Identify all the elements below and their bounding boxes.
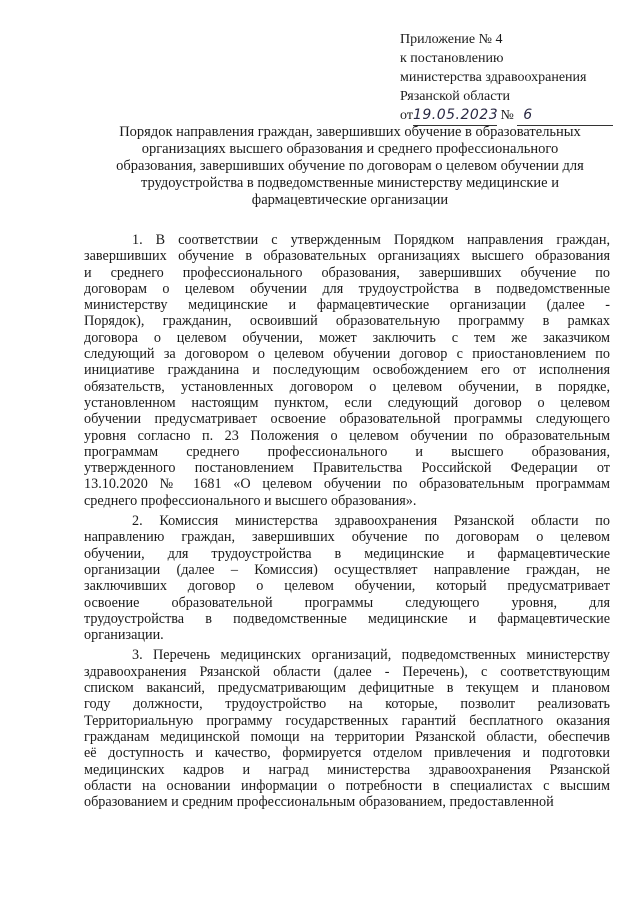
paragraph-line: инициативе гражданина и последующим освобождением его от исполнения xyxy=(84,362,610,379)
paragraph-line: организации (далее – Комиссия) осуществляет направление граждан, не xyxy=(84,561,610,578)
paragraph-line: 1. В соответствии с утвержденным Порядком направления граждан, xyxy=(132,232,610,248)
paragraph-line: программам среднего профессионального и высшего образования, xyxy=(84,443,610,460)
paragraph-line: здравоохранения Рязанской области (далее - Перечень), с соответствующим xyxy=(84,663,610,680)
paragraph-line: обучении, для трудоустройства в медицинские и фармацевтические xyxy=(84,545,610,562)
appendix-line: Рязанской области xyxy=(400,89,511,104)
paragraph-line: договора о целевом обучении, может заключить с тем же заказчиком xyxy=(84,329,610,346)
title-line: трудоустройства в подведомственные министерству медицинские и xyxy=(140,175,559,191)
title-line: образования, завершивших обучение по договорам о целевом обучении для xyxy=(116,158,584,174)
paragraph-line: гражданам медицинской помощи на территории Рязанской области, обеспечив xyxy=(84,728,610,745)
appendix-line: к постановлению xyxy=(400,51,504,66)
paragraph-line: 2. Комиссия министерства здравоохранения Рязанской области по xyxy=(132,513,610,530)
paragraph-line: установленном настоящим пунктом, если следующий договор о целевом xyxy=(84,394,610,411)
title-line: организациях высшего образования и среднего профессионального xyxy=(141,141,559,157)
paragraph-line: образованием и средним профессиональным образованием, предоставленной xyxy=(84,794,554,811)
handwritten-number: 6 xyxy=(517,106,613,126)
appendix-line: Приложение № 4 xyxy=(400,32,503,47)
paragraph-line: направлению граждан, завершивших обучение по договорам о целевом xyxy=(84,529,610,546)
paragraph-line: Территориальную программу государственных гарантий бесплатного оказания xyxy=(84,712,610,729)
handwritten-date: 19.05.2023 xyxy=(413,106,497,126)
title-line: Порядок направления граждан, завершивших обучение в образовательных xyxy=(119,124,581,140)
paragraph-line: и среднего профессионального образования, завершивших обучение по xyxy=(84,264,610,281)
paragraph-line: 3. Перечень медицинских организаций, подведомственных министерству xyxy=(132,647,610,664)
paragraph-line: организации. xyxy=(84,627,164,644)
document-title xyxy=(90,124,610,209)
document-body xyxy=(84,232,610,814)
paragraph-line: уровня согласно п. 23 Положения о целевом обучении по образовательным xyxy=(84,427,610,444)
paragraph-line: 13.10.2020 № 1681 «О целевом обучении по образовательным программам xyxy=(84,476,610,493)
appendix-block xyxy=(400,30,630,126)
paragraph-2 xyxy=(84,513,610,643)
paragraph-line: завершивших обучение в образовательных организациях высшего образования xyxy=(84,248,610,265)
paragraph-3 xyxy=(84,647,610,810)
paragraph-1 xyxy=(84,232,610,509)
appendix-line: министерства здравоохранения xyxy=(400,70,587,85)
paragraph-line: утвержденного постановлением Правительства Российской Федерации от xyxy=(84,460,610,477)
paragraph-line: министерству медицинские и фармацевтические организации (далее - xyxy=(84,297,610,314)
paragraph-line: области на основании информации о потребности в специалистах с высшим xyxy=(84,777,610,794)
paragraph-line: договорам о целевом обучении для трудоустройства в подведомственные xyxy=(84,280,610,297)
paragraph-line: заключивших договор о целевом обучении, который предусматривает xyxy=(84,578,610,595)
number-prefix: № xyxy=(500,108,514,123)
paragraph-line: среднего профессионального и высшего образования». xyxy=(84,492,417,509)
paragraph-line: списком вакансий, предусматривающим дефицитные в текущем и плановом xyxy=(84,680,610,697)
paragraph-line: обучении предусматривает освоение образовательной программы следующего xyxy=(84,411,610,428)
title-line: фармацевтические организации xyxy=(251,192,449,208)
paragraph-line: году должности, трудоустройство на которые, позволит реализовать xyxy=(84,696,610,713)
paragraph-line: обязательств, установленных договором о целевом обучении, в порядке, xyxy=(84,378,610,395)
paragraph-line: её доступность и качество, формируется отделом привлечения и подготовки xyxy=(84,745,610,762)
paragraph-line: медицинских кадров и наград министерства здравоохранения Рязанской xyxy=(84,761,610,778)
paragraph-line: освоение образовательной программы следующего уровня, для xyxy=(84,594,610,611)
paragraph-line: Порядок), гражданин, освоивший образовательную программу в рамках xyxy=(84,313,610,330)
appendix-date-line xyxy=(400,106,630,126)
date-prefix: от xyxy=(400,108,413,123)
paragraph-line: трудоустройства в подведомственные медицинские и фармацевтические xyxy=(84,610,610,627)
paragraph-line: следующий за договором о целевом обучении договор с приостановлением по xyxy=(84,346,610,363)
